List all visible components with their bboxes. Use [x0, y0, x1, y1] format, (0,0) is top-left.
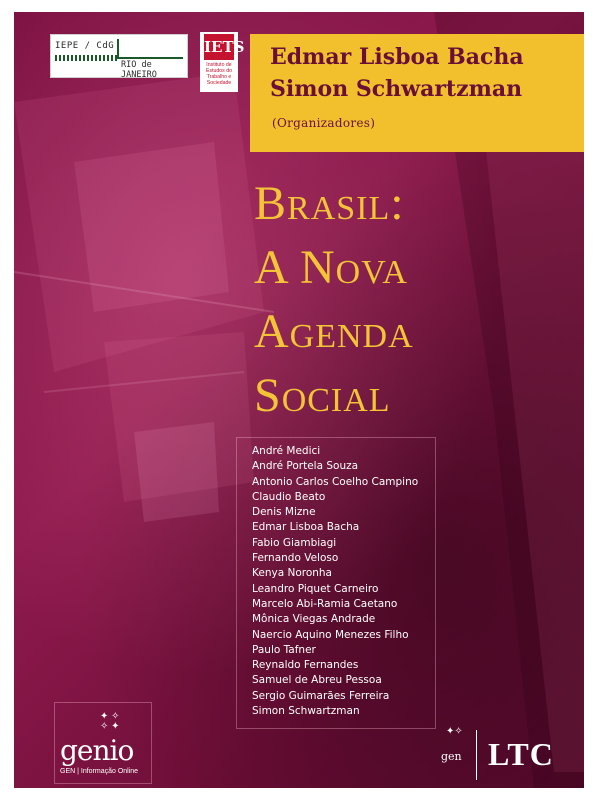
author-name: André Medici [252, 445, 321, 457]
author-name: Edmar Lisboa Bacha [252, 521, 360, 534]
iepe-logo-frame [117, 39, 183, 59]
author-name: Denis Mizne [252, 506, 316, 519]
iepe-logo-line1: IEPE / CdG [55, 41, 115, 51]
author-name: Claudio Beato [252, 490, 326, 503]
stars-icon: ✦ ✧ ✧ ✦ [100, 711, 120, 732]
iepe-logo-line2: RIO de JANEIRO [121, 60, 157, 80]
iets-logo-text: Instituto de Estudos do Trabalho e Sociedade [206, 62, 232, 86]
author-name: Marcelo Abi-Ramia Caetano [252, 597, 398, 610]
title-line: A Nova [254, 241, 408, 294]
title-line: Social [254, 369, 391, 422]
author-name: Fernando Veloso [252, 552, 339, 565]
author-name: Antonio Carlos Coelho Campino [252, 475, 419, 488]
author-name: Mônica Viegas Andrade [252, 613, 376, 626]
author-name: Naercio Aquino Menezes Filho [252, 628, 409, 641]
publisher-divider [476, 730, 477, 780]
title-line: Brasil: [254, 177, 405, 230]
editor-name: Simon Schwartzman [270, 76, 523, 102]
iets-logo-mark: IETS [204, 34, 234, 60]
gen-logo: gen [441, 750, 462, 763]
author-name: Fabio Giambiagi [252, 536, 337, 549]
author-name: Simon Schwartzman [252, 705, 360, 718]
iets-logo [200, 32, 245, 92]
genio-logo: genio [60, 734, 134, 767]
book-cover [14, 12, 584, 788]
stars-icon: ✦✧ [446, 726, 463, 737]
author-name: Reynaldo Fernandes [252, 659, 359, 672]
author-name: Leandro Piquet Carneiro [252, 582, 379, 595]
author-name: Paulo Tafner [252, 643, 316, 656]
ltc-logo: LTC [488, 736, 554, 772]
genio-subtitle: GEN | Informação Online [60, 768, 139, 775]
author-name: Sergio Guimarães Ferreira [252, 689, 390, 702]
author-name: Samuel de Abreu Pessoa [252, 674, 382, 687]
book-title [254, 172, 414, 428]
editors-role: (Organizadores) [272, 116, 376, 130]
title-line: Agenda [254, 305, 414, 358]
iepe-logo-barcode [55, 55, 117, 61]
authors-list [252, 444, 418, 719]
iepe-logo [50, 34, 188, 78]
editors-box [250, 34, 584, 152]
editor-name: Edmar Lisboa Bacha [270, 44, 524, 70]
author-name: André Portela Souza [252, 460, 359, 473]
author-name: Kenya Noronha [252, 567, 332, 580]
